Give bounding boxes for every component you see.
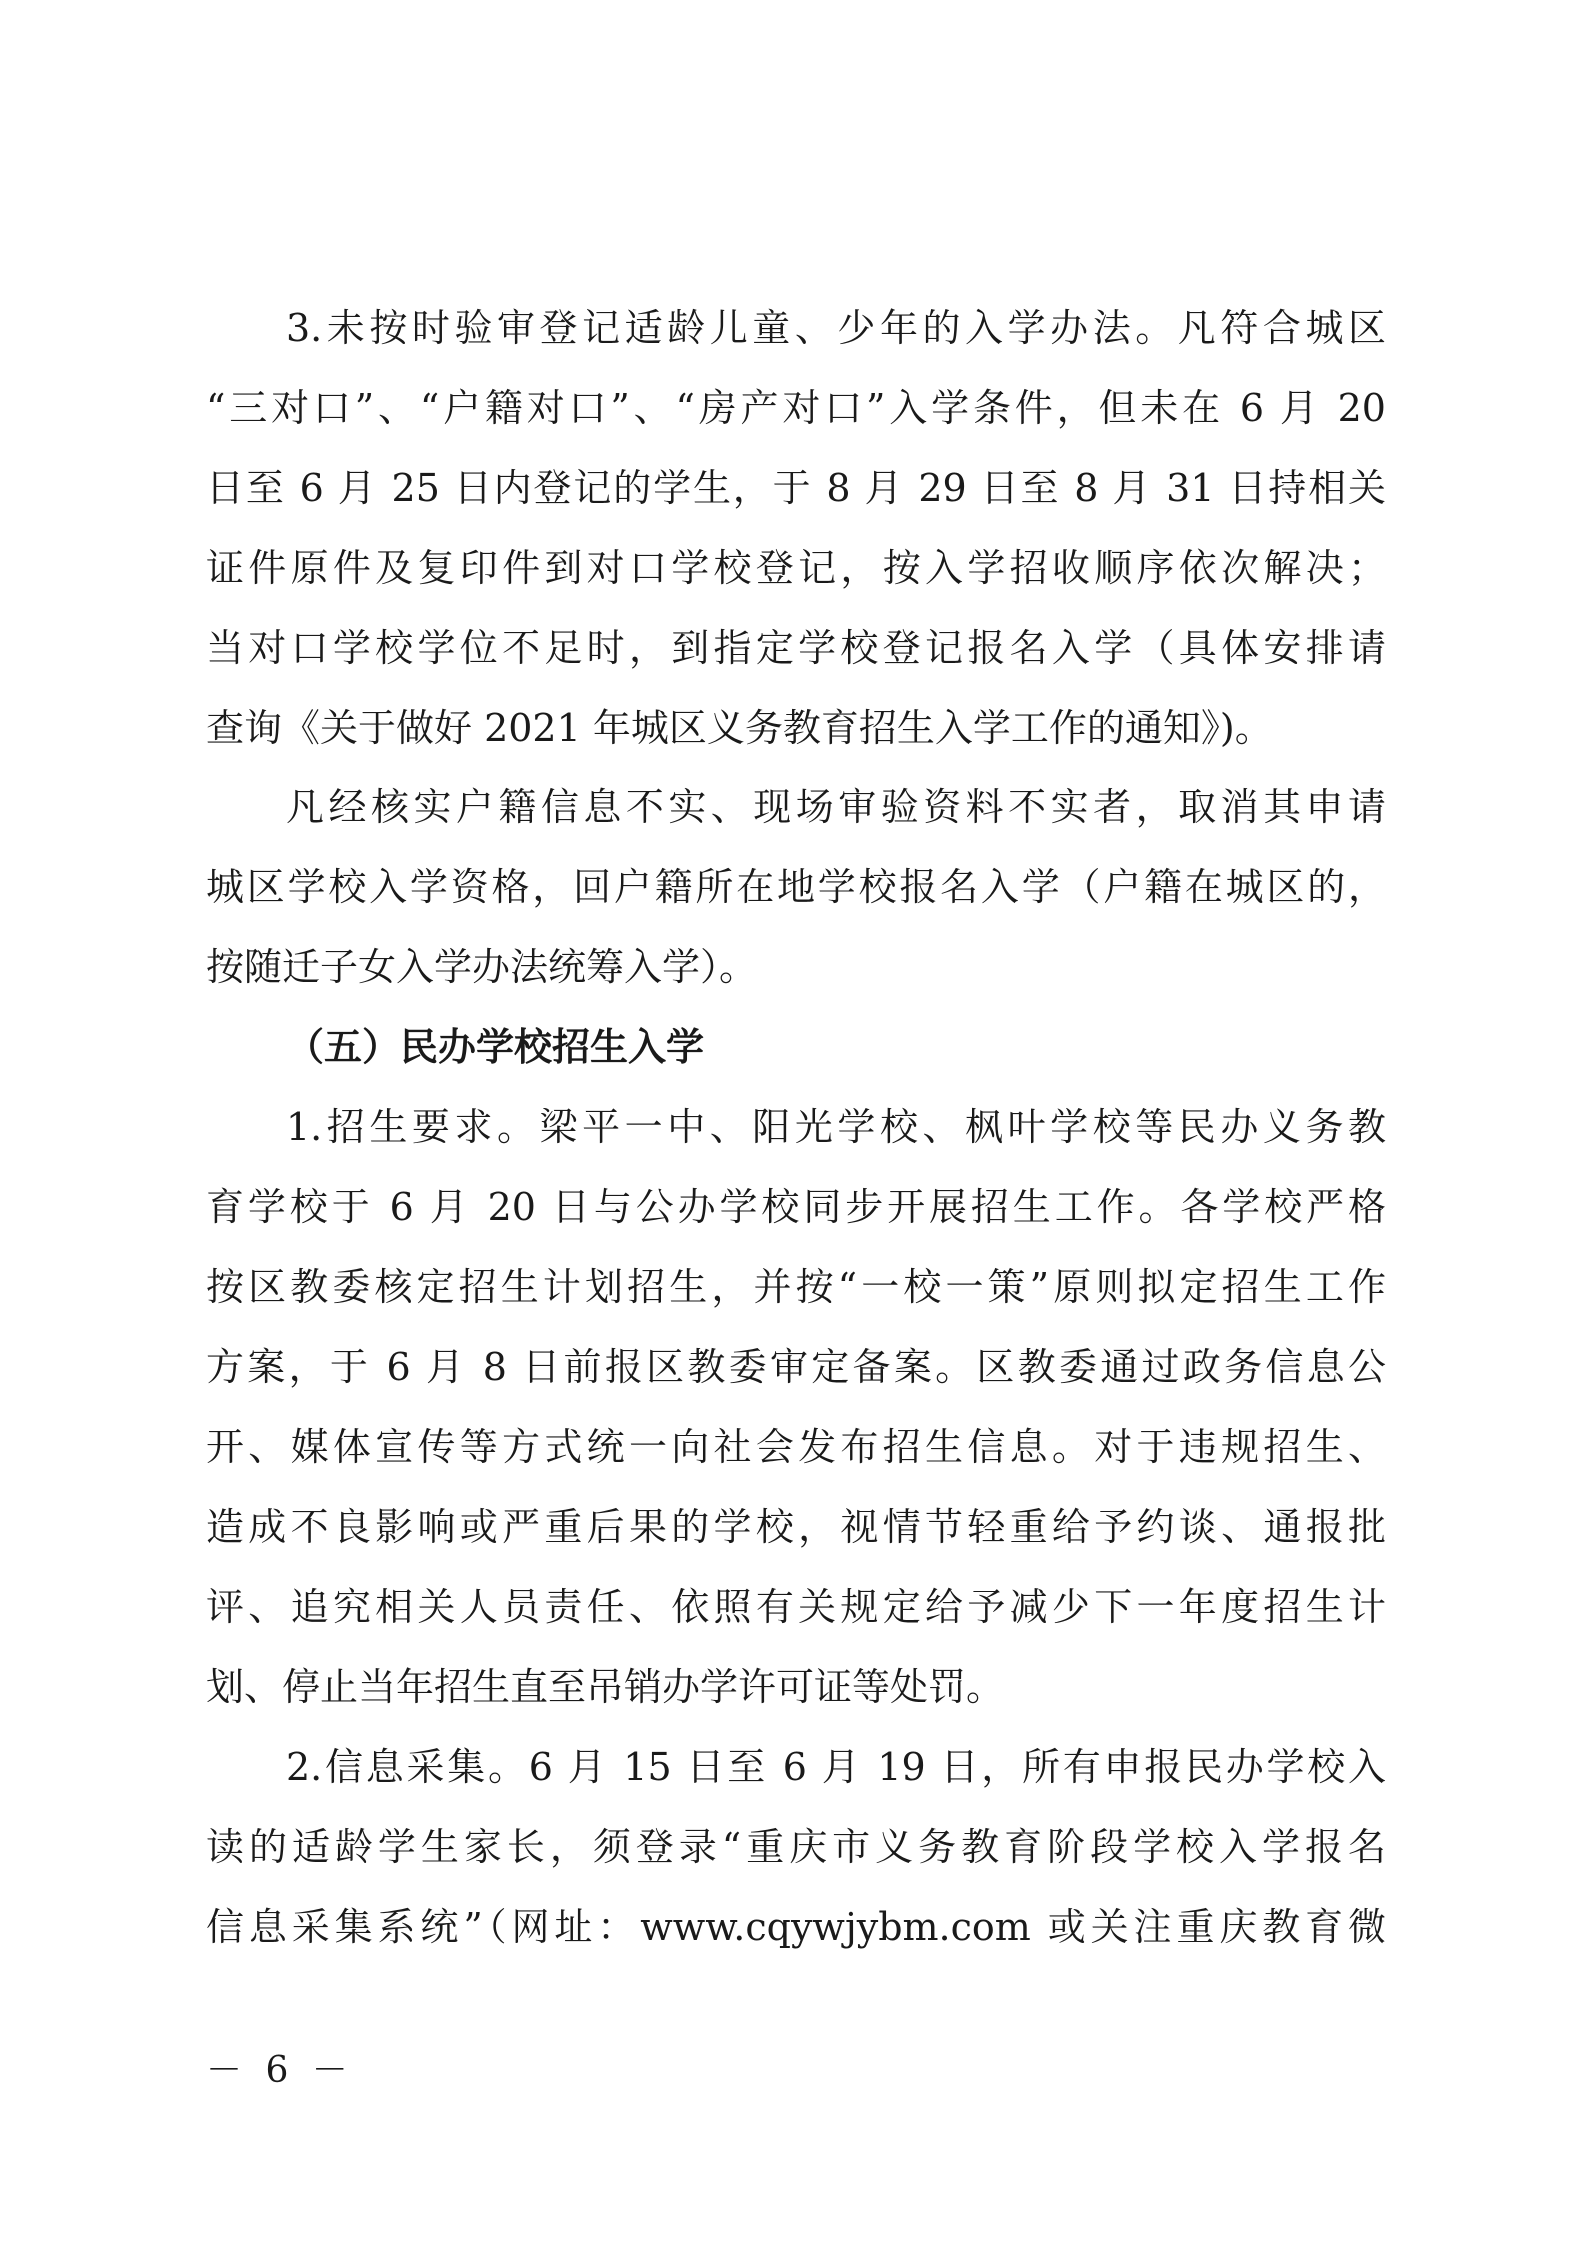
paragraph-line: 日至 6 月 25 日内登记的学生，于 8 月 29 日至 8 月 31 日持相关 (206, 466, 1386, 510)
paragraph-line: “三对口”、“户籍对口”、“房产对口”入学条件，但未在 6 月 20 (206, 386, 1386, 430)
paragraph-line: 1.招生要求。梁平一中、阳光学校、枫叶学校等民办义务教 (286, 1105, 1386, 1149)
paragraph-line: 证件原件及复印件到对口学校登记，按入学招收顺序依次解决； (206, 546, 1386, 590)
paragraph-line: 当对口学校学位不足时，到指定学校登记报名入学（具体安排请 (206, 626, 1386, 670)
paragraph-line: 信息采集系统”（网址：www.cqywjybm.com 或关注重庆教育微 (206, 1905, 1386, 1949)
paragraph-line: 2.信息采集。6 月 15 日至 6 月 19 日，所有申报民办学校入 (286, 1745, 1386, 1789)
paragraph-line: 按随迁子女入学办法统筹入学）。 (206, 945, 758, 989)
paragraph-line: 育学校于 6 月 20 日与公办学校同步开展招生工作。各学校严格 (206, 1185, 1386, 1229)
paragraph-line: 按区教委核定招生计划招生，并按“一校一策”原则拟定招生工作 (206, 1265, 1386, 1309)
paragraph-line: 划、停止当年招生直至吊销办学许可证等处罚。 (206, 1665, 1005, 1709)
page-number: － 6 － (206, 2050, 354, 2091)
paragraph-line: 开、媒体宣传等方式统一向社会发布招生信息。对于违规招生、 (206, 1425, 1386, 1469)
paragraph-line: 城区学校入学资格，回户籍所在地学校报名入学（户籍在城区的， (206, 865, 1386, 909)
paragraph-line: 3.未按时验审登记适龄儿童、少年的入学办法。凡符合城区 (286, 306, 1386, 350)
paragraph-line: 凡经核实户籍信息不实、现场审验资料不实者，取消其申请 (286, 785, 1386, 829)
paragraph-line: 读的适龄学生家长，须登录“重庆市义务教育阶段学校入学报名 (206, 1825, 1386, 1869)
paragraph-line: 方案，于 6 月 8 日前报区教委审定备案。区教委通过政务信息公 (206, 1345, 1386, 1389)
paragraph-line: 查询《关于做好 2021 年城区义务教育招生入学工作的通知》)。 (206, 706, 1273, 750)
section-heading: （五）民办学校招生入学 (286, 1025, 705, 1069)
paragraph-line: 造成不良影响或严重后果的学校，视情节轻重给予约谈、通报批 (206, 1505, 1386, 1549)
paragraph-line: 评、追究相关人员责任、依照有关规定给予减少下一年度招生计 (206, 1585, 1386, 1629)
